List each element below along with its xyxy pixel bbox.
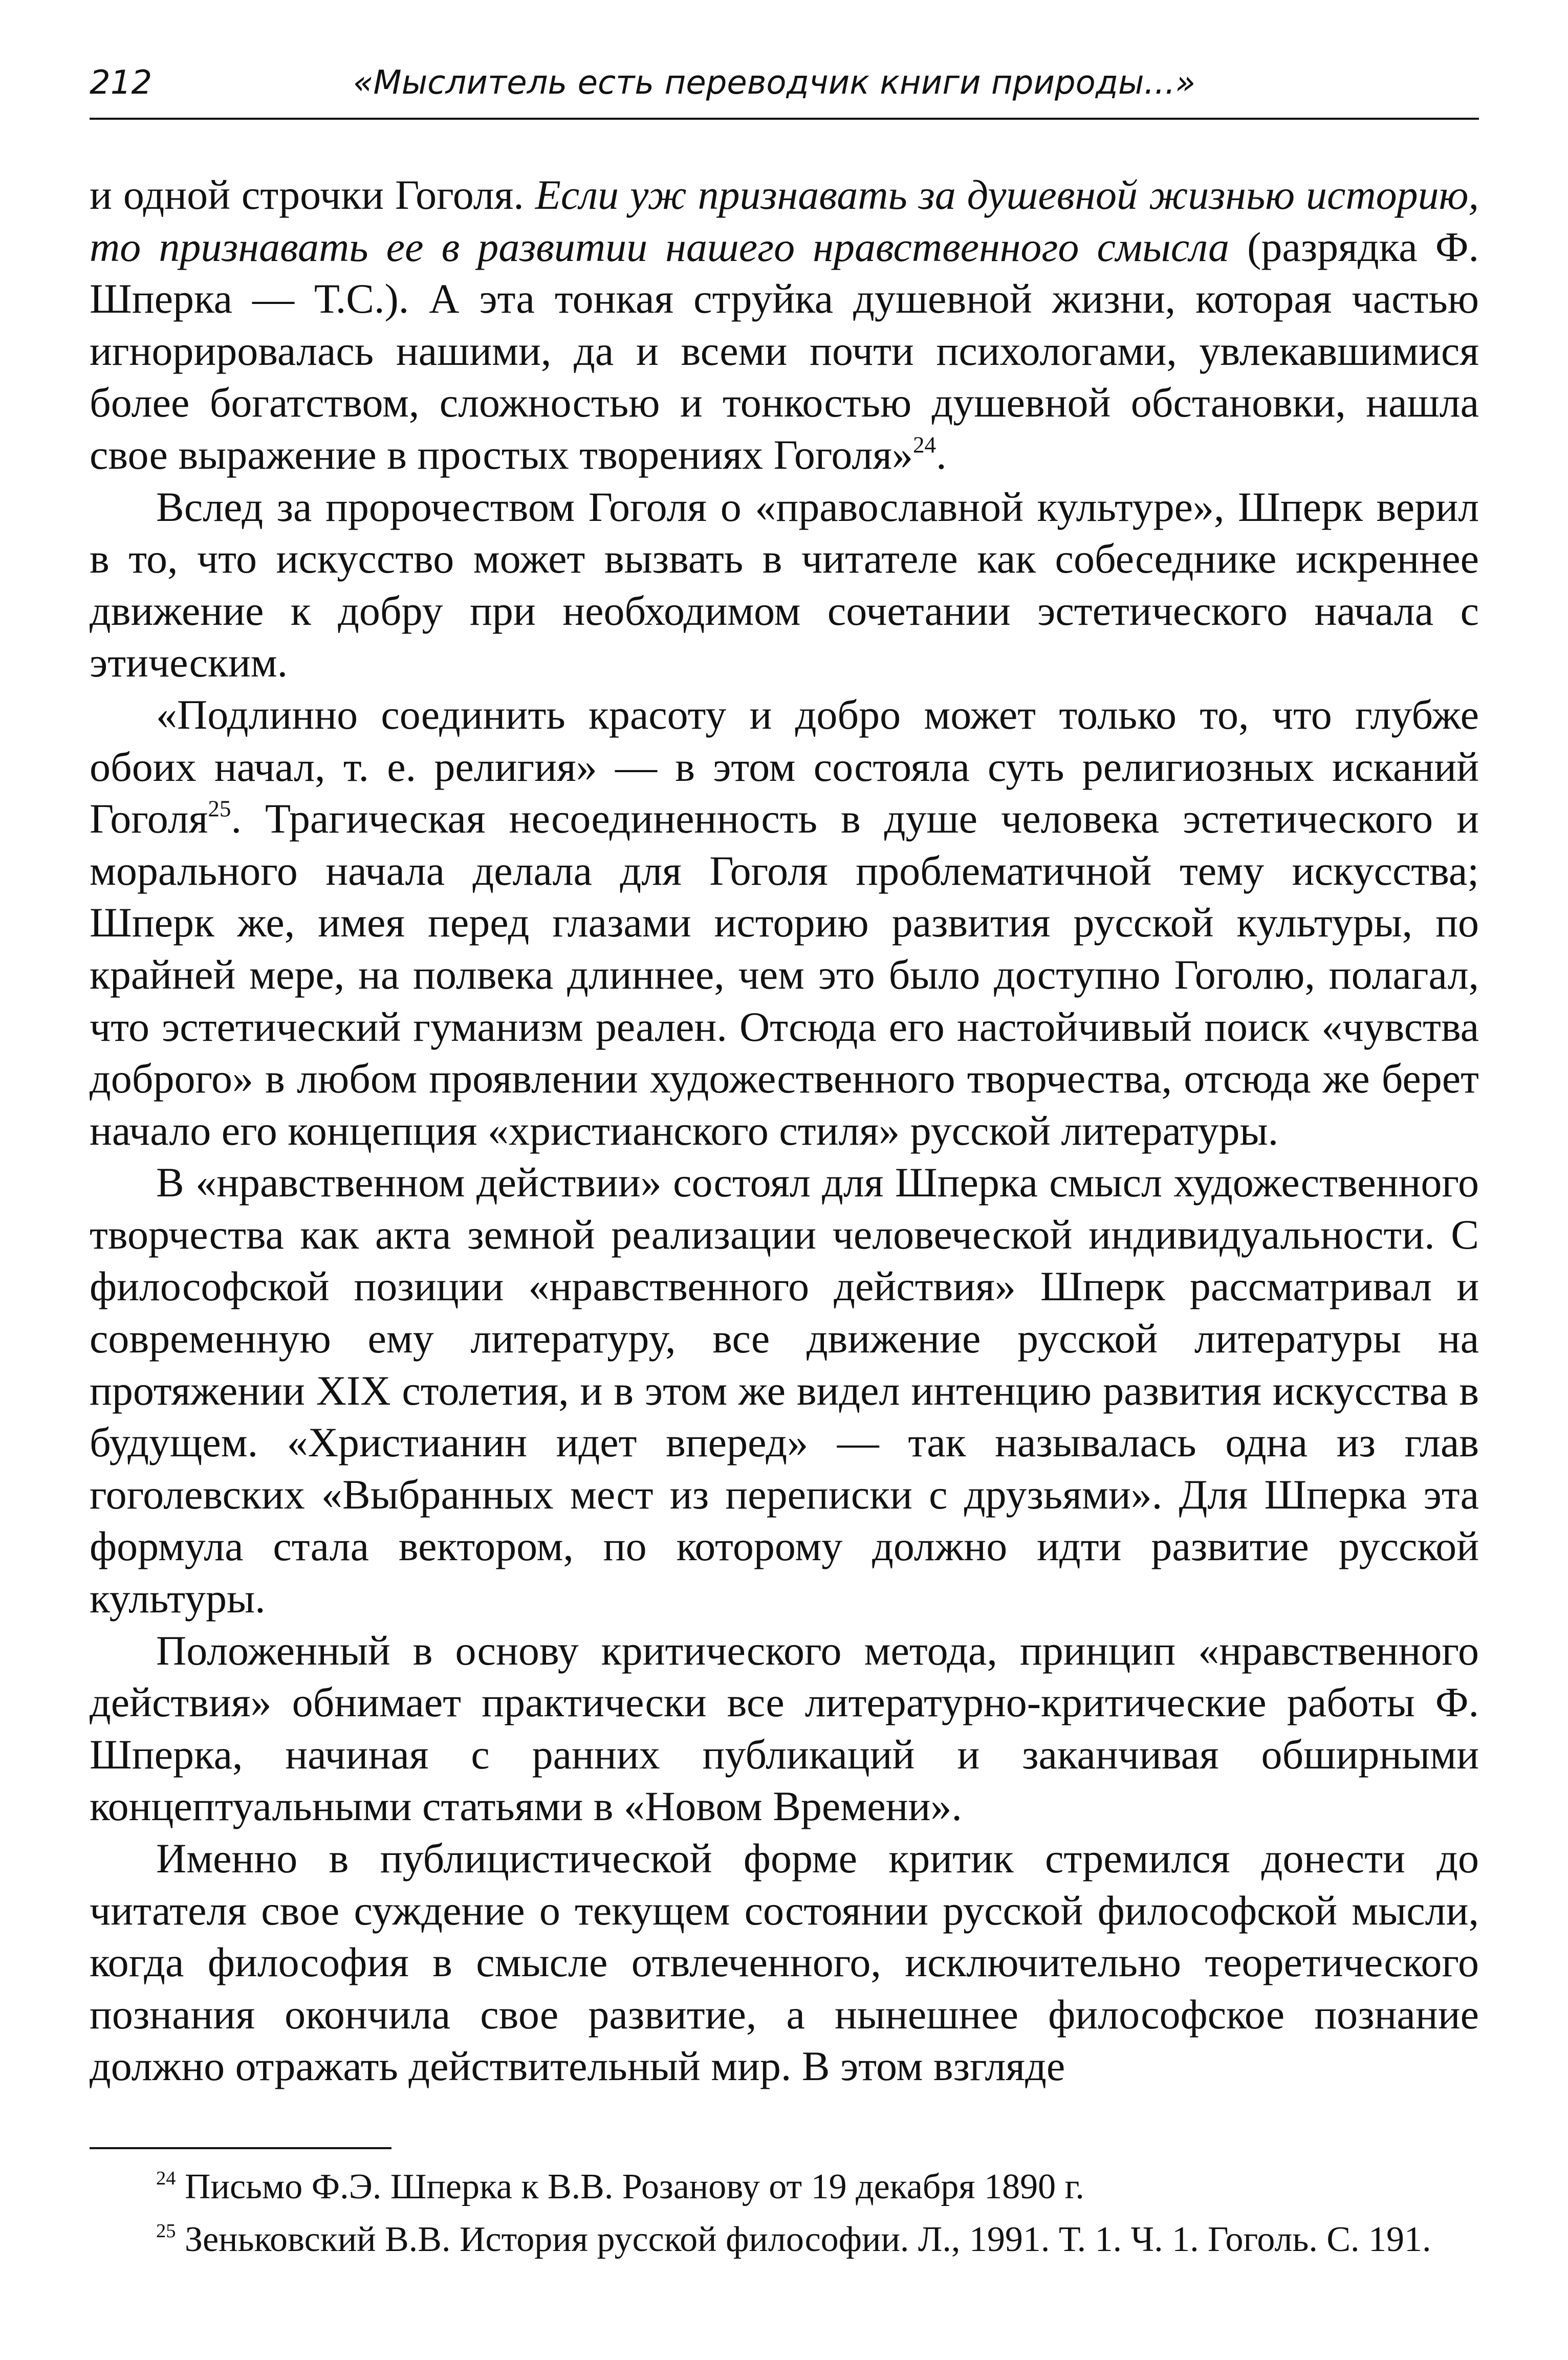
paragraph-1-text-b: (разрядка Ф. Шперка — Т.С.). А эта тонкая струйка душевной жизни, которая частью игнорировалась нашими, да и всеми почти психологами, увлекавшимися более богатством, сложностью и тонкостью душевной обстановки, нашла свое выражение в простых творениях Гоголя» bbox=[90, 223, 1479, 478]
paragraph-3-text-b: . Трагическая несоединенность в душе человека эстетического и морального начала делала для Гоголя проблематичной тему искусства; Шперк же, имея перед глазами историю развития русской культуры, по крайней мере, на полвека длиннее, чем это было доступно Гоголю, полагал, что эстетический гуманизм реален. Отсюда его настойчивый поиск «чувства доброго» в любом проявлении художественного творчества, отсюда же берет начало его концепция «христианского стиля» русской литературы. bbox=[90, 795, 1479, 1154]
paragraph-1-text-c: . bbox=[936, 431, 947, 478]
paragraph-3-text-a: «Подлинно соединить красоту и добро может только то, что глубже обоих начал, т. е. религия» — в этом состояла суть религиозных исканий Гоголя bbox=[90, 691, 1479, 842]
footnote-ref-24: 24 bbox=[912, 432, 937, 458]
paragraph-6: Именно в публицистической форме критик стремился донести до читателя свое суждение о текущем состоянии русской философской мысли, когда философия в смысле отвлеченного, исключительно теоретического познания окончила свое развитие, а нынешнее философское познание должно отражать действительный мир. В этом взгляде bbox=[90, 1835, 1479, 2090]
footnote-text: Письмо Ф.Э. Шперка к В.В. Розанову от 19 декабря 1890 г. bbox=[176, 2167, 1084, 2206]
paragraph-1-text-a: и одной строчки Гоголя. bbox=[90, 171, 535, 218]
paragraph-1 bbox=[90, 169, 1479, 481]
footnote-number: 25 bbox=[156, 2220, 176, 2242]
paragraph-2: Вслед за пророчеством Гоголя о «православной культуре», Шперк верил в то, что искусство может вызвать в читателе как собеседнике искреннее движение к добру при необходимом сочетании эстетического начала с этическим. bbox=[90, 483, 1479, 686]
footnote-number: 24 bbox=[156, 2168, 176, 2190]
main-text bbox=[90, 169, 1479, 2092]
paragraph-5: Положенный в основу критического метода, принцип «нравственного действия» обнимает практически все литературно-критические работы Ф. Шперка, начиная с ранних публикаций и заканчивая обширными концептуальными статьями в «Новом Времени». bbox=[90, 1627, 1479, 1830]
footnote-ref-25: 25 bbox=[208, 796, 231, 822]
page-header bbox=[90, 64, 1479, 120]
page-number: 212 bbox=[90, 64, 153, 102]
footnote-divider bbox=[90, 2147, 391, 2149]
footnote-24 bbox=[90, 2160, 1479, 2213]
paragraph-4: В «нравственном действии» состоял для Шперка смысл художественного творчества как акта земной реализации человеческой индивидуальности. С философской позиции «нравственного действия» Шперк рассматривал и современную ему литературу, все движение русской литературы на протяжении XIX столетия, и в этом же видел интенцию развития искусства в будущем. «Христианин идет вперед» — так называлась одна из глав гоголевских «Выбранных мест из переписки с друзьями». Для Шперка эта формула стала вектором, по которому должно идти развитие русской культуры. bbox=[90, 1159, 1479, 1622]
italic-quote: Если уж признавать за душевной жизнью историю, то признавать ее в развитии нашего нравственного смысла bbox=[90, 171, 1479, 270]
footnote-25 bbox=[90, 2213, 1479, 2266]
footnote-text: Зеньковский В.В. История русской философии. Л., 1991. Т. 1. Ч. 1. Гоголь. С. 191. bbox=[176, 2220, 1431, 2259]
footnotes bbox=[90, 2160, 1479, 2266]
paragraph-3 bbox=[90, 689, 1479, 1156]
running-title: «Мыслитель есть переводчик книги природы...» bbox=[353, 64, 1196, 102]
